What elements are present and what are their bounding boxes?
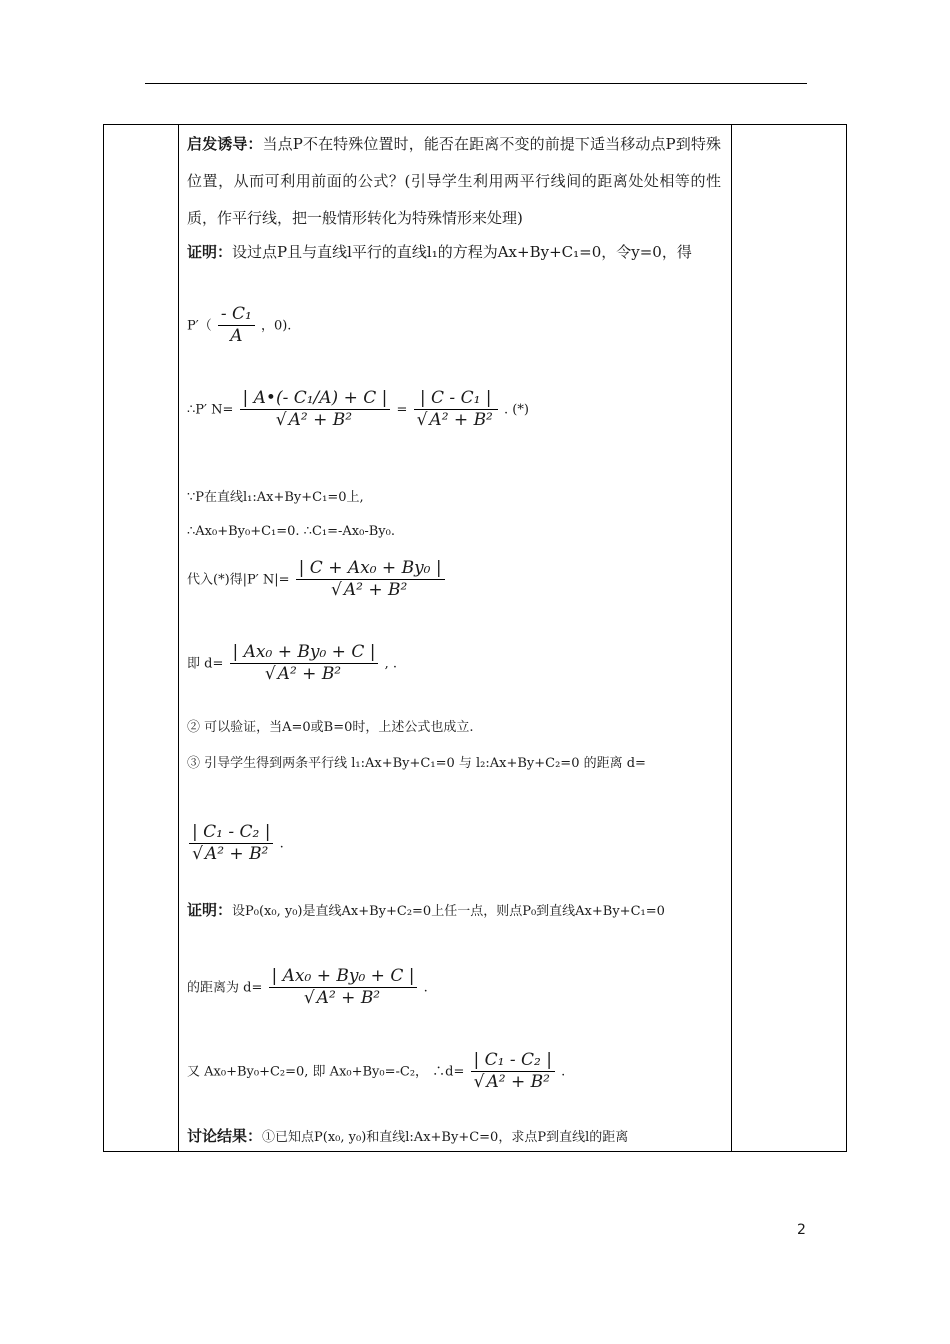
- parallel-distance-denominator: √ A² + B²: [192, 844, 269, 865]
- parallel-lines-intro: ③ 引导学生得到两条平行线 l₁:Ax+By+C₁=0 与 l₂:Ax+By+C₂=0 的距离 d=: [187, 756, 646, 771]
- point-distance-line: [187, 966, 721, 1010]
- distance-formula-numerator: | Ax₀ + By₀ + C |: [230, 642, 379, 664]
- equals-sign: =: [396, 402, 408, 418]
- distance-formula-fraction: [230, 642, 379, 686]
- point-distance-denominator: √ A² + B²: [303, 988, 381, 1009]
- point-distance-numerator: | Ax₀ + By₀ + C |: [269, 966, 418, 988]
- parallel-distance-suffix: .: [279, 836, 284, 852]
- substitute-fraction-denominator: √ A² + B²: [330, 580, 408, 601]
- parallel-distance-numerator: | C₁ - C₂ |: [189, 822, 273, 844]
- proof-text-1: 设过点P且与直线l平行的直线l₁的方程为Ax+By+C₁=0，令y=0，得: [232, 243, 692, 261]
- parallel-distance-line: [187, 822, 721, 866]
- substitute-fraction-numerator: | C + Ax₀ + By₀ |: [296, 558, 445, 580]
- header-rule: [145, 83, 807, 84]
- point-distance-prefix: 的距离为 d=: [187, 980, 263, 996]
- point-distance-suffix: .: [423, 980, 428, 996]
- final-derivation-suffix: .: [561, 1064, 566, 1080]
- table-column-divider-left: [178, 124, 179, 1152]
- final-derivation-prefix: 又 Ax₀+By₀+C₂=0, 即 Ax₀+By₀=-C₂， ∴d=: [187, 1064, 465, 1080]
- distance-p-prime-n-line: [187, 388, 721, 432]
- distance-formula-prefix: 即 d=: [187, 656, 224, 672]
- final-derivation-numerator: | C₁ - C₂ |: [471, 1050, 555, 1072]
- final-derivation-fraction: [471, 1050, 555, 1094]
- discussion-result: [187, 1124, 721, 1149]
- substitute-star-line: [187, 558, 721, 602]
- final-derivation-line: [187, 1050, 721, 1094]
- guidance-text: 当点P不在特殊位置时，能否在距离不变的前提下适当移动点P到特殊位置，从而可利用前面的公式？(引导学生利用两平行线间的距离处处相等的性质，作平行线，把一般情形转化为特殊情形来处理): [187, 135, 721, 227]
- guidance-paragraph: [187, 126, 721, 237]
- star-equation-tag: . (*): [504, 402, 529, 418]
- p-prime-fraction-numerator: - C₁: [218, 304, 255, 326]
- parallel-distance-fraction: [189, 822, 273, 866]
- table-column-divider-right: [731, 124, 732, 1152]
- p-prime-suffix: ，0).: [260, 318, 292, 334]
- distance-fraction-2-numerator: | C - C₁ |: [414, 388, 498, 410]
- distance-fraction-2-denominator: √ A² + B²: [416, 410, 493, 431]
- proof-paragraph-2: [187, 898, 721, 923]
- final-derivation-denominator: √ A² + B²: [473, 1072, 550, 1093]
- p-prime-fraction: [218, 304, 255, 348]
- c1-substitution-line: ∴Ax₀+By₀+C₁=0. ∴C₁=-Ax₀-By₀.: [187, 524, 395, 539]
- proof-label-2: 证明：: [187, 901, 233, 919]
- distance-fraction-1-numerator: | A•(- C₁/A) + C |: [240, 388, 391, 410]
- distance-p-prime-n-prefix: ∴P′ N=: [187, 402, 234, 418]
- substitute-fraction: [296, 558, 445, 602]
- page-number: 2: [797, 1222, 806, 1238]
- substitute-star-prefix: 代入(*)得|P′ N|=: [187, 572, 290, 588]
- distance-formula-line: [187, 642, 721, 686]
- guidance-label: 启发诱导：: [187, 135, 263, 153]
- distance-fraction-2: [414, 388, 498, 432]
- point-distance-fraction: [269, 966, 418, 1010]
- p-prime-prefix: P′（: [187, 318, 212, 334]
- proof-paragraph-1: [187, 234, 721, 271]
- discussion-label: 讨论结果：: [187, 1127, 263, 1145]
- verify-special-case: ② 可以验证，当A=0或B=0时，上述公式也成立.: [187, 720, 474, 735]
- proof-text-2: 设P₀(x₀, y₀)是直线Ax+By+C₂=0上任一点，则点P₀到直线Ax+By+C₁=0: [232, 904, 665, 919]
- distance-fraction-1-denominator: √ A² + B²: [275, 410, 353, 431]
- discussion-text: ①已知点P(x₀, y₀)和直线l:Ax+By+C=0，求点P到直线l的距离: [262, 1130, 629, 1145]
- distance-formula-suffix: , .: [384, 656, 398, 672]
- distance-formula-denominator: √ A² + B²: [264, 664, 342, 685]
- p-prime-line: [187, 304, 721, 348]
- p-prime-fraction-denominator: A: [230, 326, 243, 347]
- distance-fraction-1: [240, 388, 391, 432]
- proof-label-1: 证明：: [187, 243, 233, 261]
- p-on-line-l1: ∵P在直线l₁:Ax+By+C₁=0上,: [187, 490, 364, 505]
